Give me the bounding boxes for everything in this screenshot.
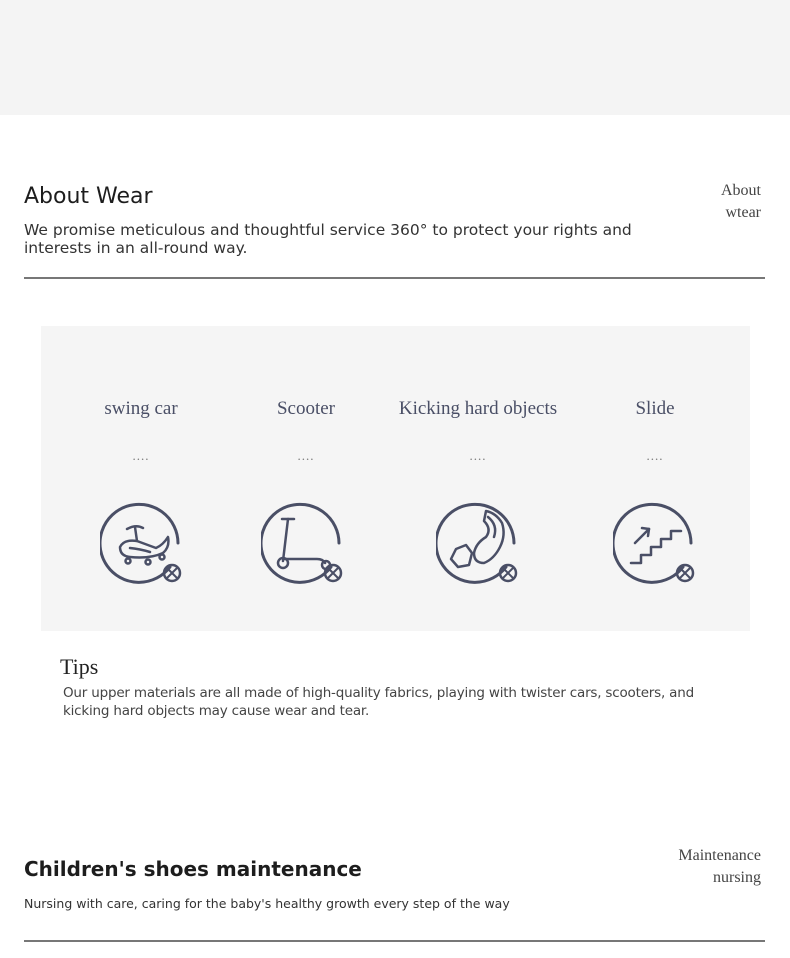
activity-label: Scooter (276, 398, 336, 419)
activity-slide (570, 326, 740, 631)
kicking-hard-objects-prohibited-icon (436, 501, 526, 591)
activity-dots: .... (469, 448, 487, 463)
about-wear-title: About Wear (24, 184, 153, 209)
scooter-prohibited-icon (261, 501, 351, 591)
wear-activities-panel (41, 326, 750, 631)
activity-label: Kicking hard objects (398, 398, 558, 419)
activity-dots: .... (646, 448, 664, 463)
maintenance-description: Nursing with care, caring for the baby's healthy growth every step of the way (24, 896, 510, 911)
activity-label: Slide (635, 398, 675, 419)
activity-dots: .... (132, 448, 150, 463)
activity-label: swing car (104, 398, 178, 419)
about-wear-description: We promise meticulous and thoughtful service 360° to protect your rights and interests in an all-round way. (24, 221, 632, 257)
top-image-band (0, 0, 790, 115)
about-side-label (721, 180, 761, 224)
slide-prohibited-icon (613, 501, 703, 591)
activity-dots: .... (297, 448, 315, 463)
activity-swing-car (56, 326, 226, 631)
maintenance-side-label-line2: nursing (713, 869, 761, 886)
maintenance-side-label (678, 845, 761, 889)
about-side-label-line1: About (721, 182, 761, 199)
tips-title: Tips (60, 654, 99, 679)
activity-scooter (221, 326, 391, 631)
section-divider (24, 277, 765, 279)
maintenance-title: Children's shoes maintenance (24, 857, 362, 881)
swing-car-prohibited-icon (100, 501, 190, 591)
maintenance-side-label-line1: Maintenance (678, 847, 761, 864)
section-divider (24, 940, 765, 942)
about-side-label-line2: wtear (725, 204, 761, 221)
activity-kicking-hard-objects (393, 326, 563, 631)
tips-text: Our upper materials are all made of high-quality fabrics, playing with twister cars, scooters, and kicking hard objects may cause wear and tear. (63, 685, 694, 719)
